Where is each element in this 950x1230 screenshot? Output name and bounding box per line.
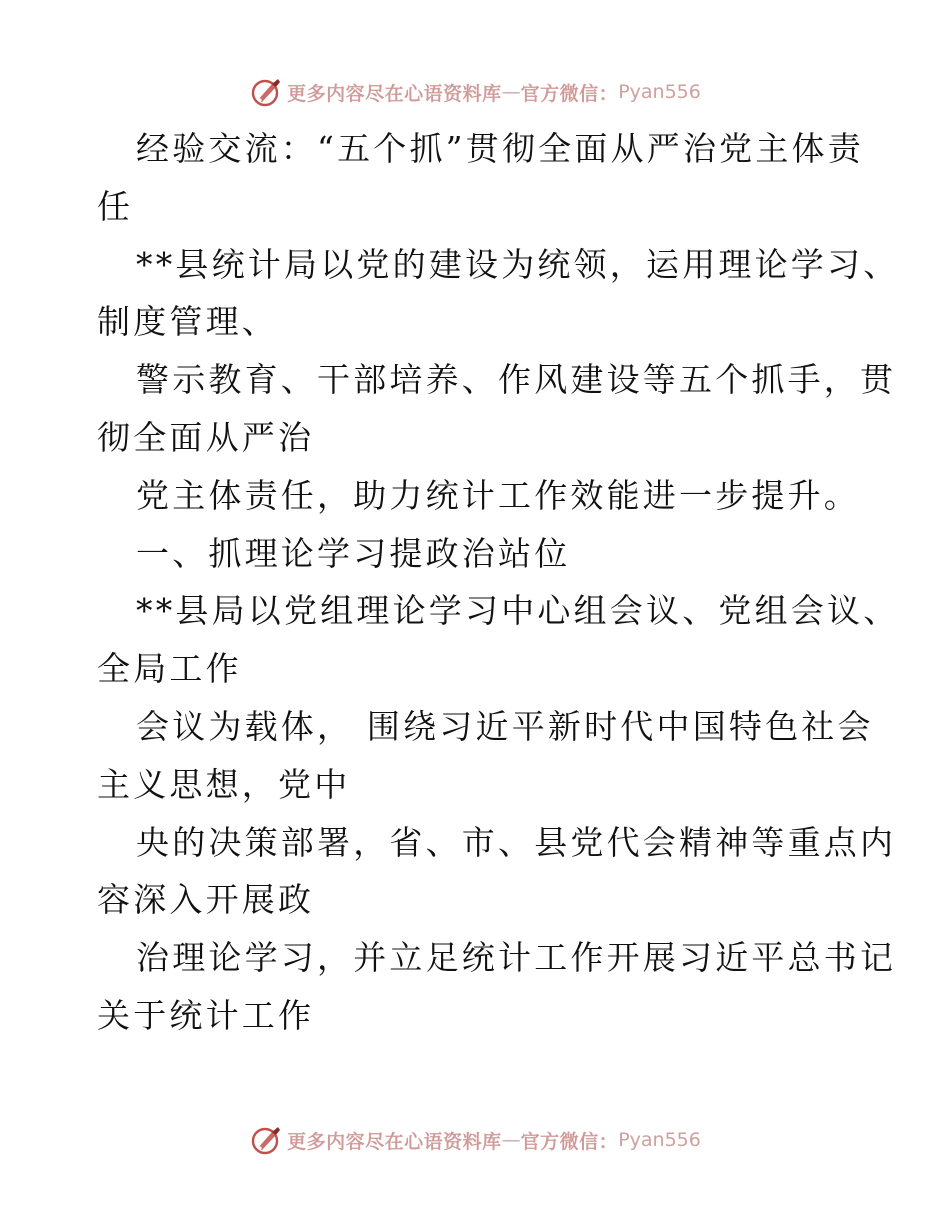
document-body xyxy=(97,120,900,1045)
doc-line: 任 xyxy=(97,186,134,226)
doc-line: 一、抓理论学习提政治站位 xyxy=(136,533,571,573)
doc-line: 容深入开展政 xyxy=(97,880,315,920)
watermark-wechat-id: Pyan556 xyxy=(618,1129,701,1151)
doc-line: 治理论学习，并立足统计工作开展习近平总书记 xyxy=(136,938,897,978)
doc-line: 央的决策部署，省、市、县党代会精神等重点内 xyxy=(136,822,897,862)
doc-line: 主义思想，党中 xyxy=(97,764,351,804)
watermark-wechat-label: 官方微信： xyxy=(520,82,619,105)
watermark-site-text: 更多内容尽在心语资料库 xyxy=(287,1130,502,1153)
doc-line: 关于统计工作 xyxy=(97,995,315,1035)
watermark-wechat-label: 官方微信： xyxy=(520,1130,619,1153)
watermark-separator: — xyxy=(501,81,521,103)
doc-line: 制度管理、 xyxy=(97,302,278,342)
pen-logo-icon xyxy=(249,1123,283,1157)
watermark-separator: — xyxy=(501,1129,521,1151)
watermark-site-text: 更多内容尽在心语资料库 xyxy=(287,82,502,105)
watermark-wechat-id: Pyan556 xyxy=(618,81,701,103)
doc-line: 经验交流：“五个抓”贯彻全面从严治党主体责 xyxy=(136,129,864,168)
doc-line: 警示教育、干部培养、作风建设等五个抓手，贯 xyxy=(136,360,897,400)
doc-line: 全局工作 xyxy=(97,649,242,689)
doc-line: **县局以党组理论学习中心组会议、党组会议、 xyxy=(136,591,900,631)
header-watermark xyxy=(0,72,950,112)
pen-logo-icon xyxy=(249,75,283,109)
doc-line: 彻全面从严治 xyxy=(97,417,315,457)
footer-watermark xyxy=(0,1120,950,1160)
doc-line: 会议为载体， 围绕习近平新时代中国特色社会 xyxy=(136,706,874,746)
doc-line: **县统计局以党的建设为统领，运用理论学习、 xyxy=(136,244,900,284)
doc-line: 党主体责任，助力统计工作效能进一步提升。 xyxy=(136,475,860,515)
